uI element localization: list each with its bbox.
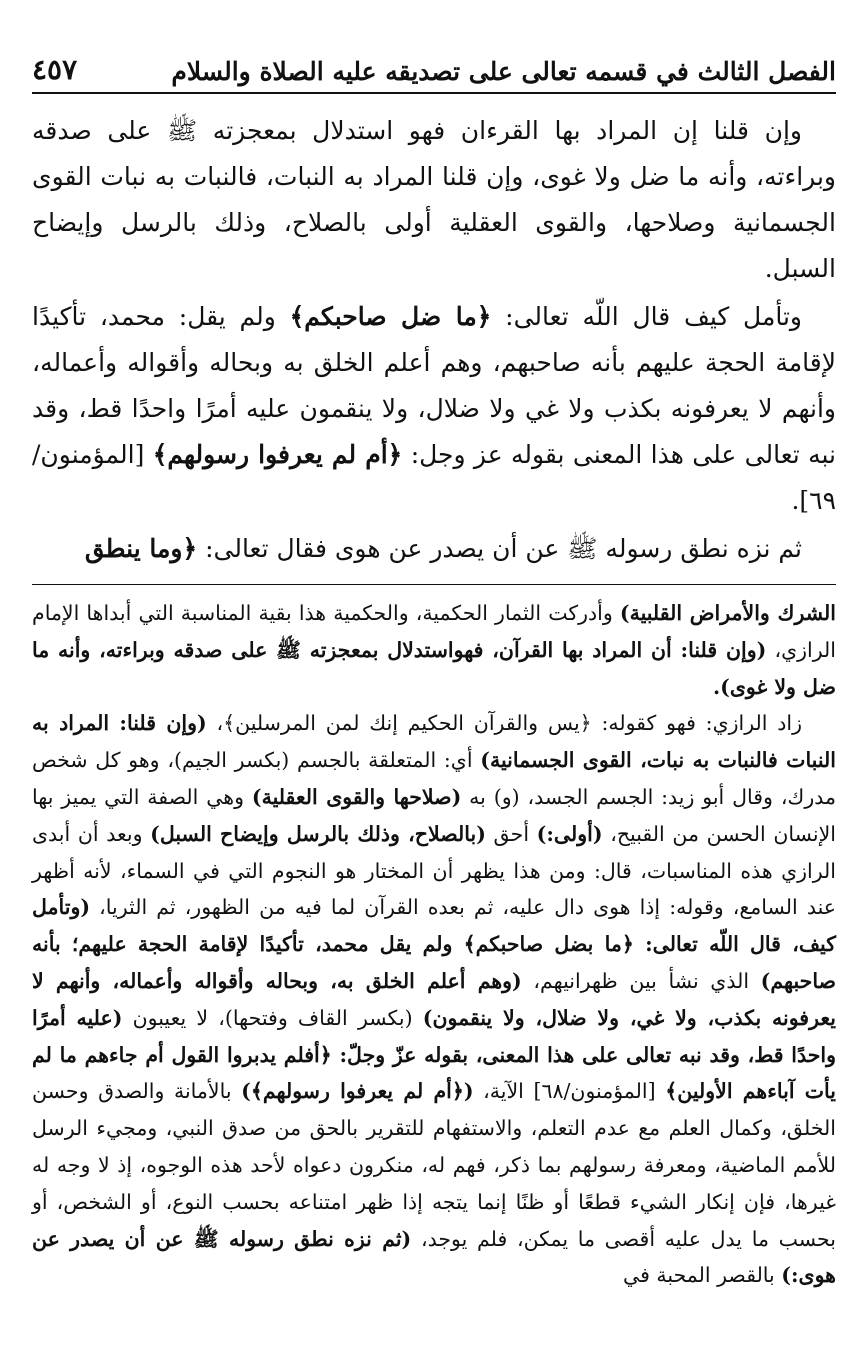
commentary-quoted-text: (وتأمل كيف، قال اللّه تعالى: ﴿ما بضل صاحبكم﴾ ولم يقل محمد، تأكيدًا لإقامة الحجة عليهم؛ بأنه صاحبهم) <box>32 895 836 993</box>
page-number: ٤٥٧ <box>32 53 78 86</box>
main-p3-text: ثم نزه نطق رسوله ﷺ عن أن يصدر عن هوى فقال تعالى: <box>205 534 802 563</box>
main-p2-text-a: وتأمل كيف قال اللّه تعالى: <box>505 302 802 331</box>
quran-quote: ﴿ما ضل صاحبكم﴾ <box>289 302 492 331</box>
commentary-quoted-text: (وإن قلنا: المراد به النبات فالنبات به نبات، القوى الجسمانية) <box>32 711 836 773</box>
commentary-run: أي: المتعلقة بالجسم (بكسر الجيم)، وهو كل شخص مدرك، وقال أبو زيد: الجسم الجسد، (و) به <box>32 748 836 809</box>
running-title: الفصل الثالث في قسمه تعالى على تصديقه عليه الصلاة والسلام <box>171 57 836 86</box>
verse-reference: [المؤمنون/ ٦٩]. <box>32 440 836 515</box>
main-paragraph-2 <box>32 294 836 524</box>
commentary-run: وبعد أن أبدى الرازي هذه المناسبات، قال: ومن هذا يظهر أن المختار هو النجوم التي في السماء، لأنه أظهر عند السامع، وقوله: إذا هوى دال عليه، ثم بعده القرآن لما فيه من الظهور، ثم الثريا، <box>32 821 836 920</box>
commentary-quoted-text: (أولى:) <box>536 821 603 846</box>
commentary-run: وهي الصفة التي يميز بها الإنسان الحسن من القبيح، <box>32 784 836 846</box>
commentary-quoted-text: (﴿أم لم يعرفوا رسولهم﴾) <box>241 1079 474 1104</box>
main-text <box>32 108 836 572</box>
commentary-run: بالأمانة والصدق وحسن الخلق، وكمال العلم مع عدم التعلم، والاستفهام للتقرير بالحق من صدق النبي، ومجيء الرسل للأمم الماضية، ومعرفة رسولهم بما ذكر، فهم له، منكرون دعواه لأحد هذه الوجوه، إذ لا وجه له غيرها، فإن إنكار الشيء قطعًا أو ظنًا إنما يتجه إذا ظهر امتناعه بحسب النوع، أو الشخص، أو بحسب ما يدل عليه أقصى ما يمكن، فلم يوجد، <box>32 1079 836 1251</box>
commentary-paragraph-2 <box>32 705 836 1294</box>
commentary-quoted-text: (ثم نزه نطق رسوله ﷺ عن أن يصدر عن هوى:) <box>32 1226 836 1288</box>
quran-quote: ﴿وما ينطق <box>84 534 198 563</box>
commentary-run: زاد الرازي: فهو كقوله: ﴿يس والقرآن الحكيم إنك لمن المرسلين﴾، <box>206 711 802 736</box>
main-p2-text-b: ولم يقل: محمد، تأكيدًا لإقامة الحجة عليهم بأنه صاحبهم، وهم أعلم الخلق به وبحاله وأقواله وأعماله، وأنهم لا يعرفونه بكذب ولا غي ولا ضلال، ولا ينقمون عليه أمرًا واحدًا قط، وقد نبه تعالى على هذا المعنى بقوله عز وجل: <box>32 302 837 469</box>
commentary-run: وأدركت الثمار الحكمية، والحكمية هذا بقية المناسبة التي أبداها الإمام الرازي، <box>32 601 836 662</box>
page-header <box>32 40 836 86</box>
commentary-quoted-text: (وهم أعلم الخلق به، وبحاله وأقواله وأعماله، وأنهم لا يعرفونه بكذب، ولا غي، ولا ضلال، ولا ينقمون) <box>32 968 836 1030</box>
main-paragraph-3 <box>32 526 836 572</box>
quran-quote: ﴿أم لم يعرفوا رسولهم﴾ <box>152 440 403 469</box>
commentary-separator <box>32 584 836 585</box>
commentary-paragraph-1 <box>32 595 836 705</box>
main-paragraph-1: وإن قلنا إن المراد بها القرءان فهو استدلال بمعجزته ﷺ على صدقه وبراءته، وأنه ما ضل ولا غوى، وإن قلنا المراد به النبات، فالنبات به نبات القوى الجسمانية وصلاحها، والقوى العقلية أولى بالصلاح، وذلك بالرسل وإيضاح السبل. <box>32 116 836 283</box>
header-rule <box>32 92 836 94</box>
commentary-run: (بكسر القاف وفتحها)، لا يعيبون <box>122 1005 423 1030</box>
commentary-quoted-text: (وإن قلنا: أن المراد بها القرآن، فهواستدلال بمعجزته ﷺ على صدقه وبراءته، وأنه ما ضل ولا غوى). <box>32 637 836 699</box>
commentary-run: [المؤمنون/٦٨] الآية، <box>473 1079 666 1104</box>
commentary-quoted-text: الشرك والأمراض القلبية) <box>619 601 836 625</box>
commentary-quoted-text: (صلاحها والقوى العقلية) <box>251 784 462 809</box>
commentary-text <box>32 595 836 1294</box>
commentary-run: بالقصر المحبة في <box>622 1263 782 1288</box>
commentary-quoted-text: (عليه أمرًا واحدًا قط، وقد نبه تعالى على هذا المعنى، بقوله عزّ وجلّ: ﴿أفلم يدبروا القول أم جاءهم ما لم يأت آباءهم الأولين﴾ <box>32 1005 837 1104</box>
commentary-quoted-text: (بالصلاح، وذلك بالرسل وإيضاح السبل) <box>150 821 486 846</box>
commentary-run: أحق <box>485 821 537 846</box>
commentary-run: الذي نشأ بين ظهرانيهم، <box>521 968 761 993</box>
